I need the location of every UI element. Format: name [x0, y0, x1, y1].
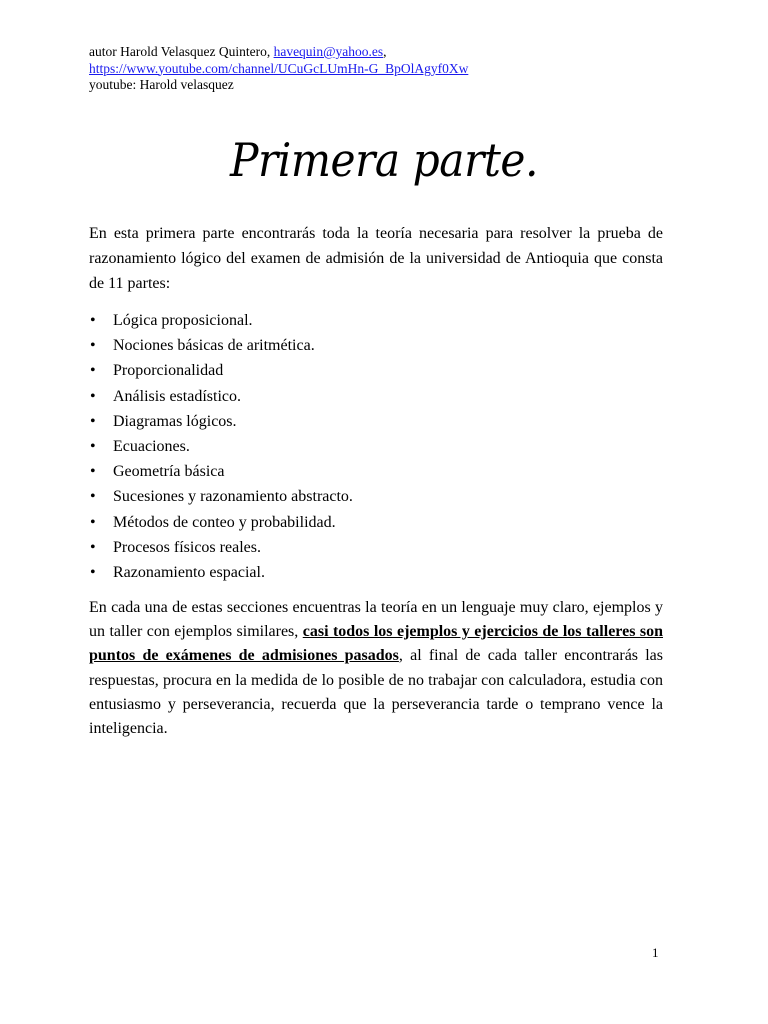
bullet-icon: •	[90, 513, 96, 531]
topic-list-item	[89, 434, 353, 459]
page-title: Primera parte.	[230, 133, 538, 187]
topic-label: Proporcionalidad	[113, 362, 224, 380]
topic-label: Lógica proposicional.	[113, 312, 253, 329]
topic-list-item	[89, 308, 353, 333]
bullet-icon: •	[90, 564, 96, 582]
topic-label: Diagramas lógicos.	[113, 412, 237, 430]
topic-label: Procesos físicos reales.	[113, 538, 261, 556]
body-paragraph	[89, 596, 663, 741]
topic-label: Geometría básica	[113, 463, 225, 481]
youtube-channel-link[interactable]: https://www.youtube.com/channel/UCuGcLUmHn-G_BpOlAgyf0Xw	[89, 60, 469, 76]
email-link[interactable]: havequin@yahoo.es	[273, 44, 384, 59]
topics-list	[89, 308, 353, 585]
topic-list-item	[89, 535, 353, 560]
bullet-icon: •	[90, 387, 96, 405]
author-line	[89, 44, 468, 61]
bullet-icon: •	[90, 463, 96, 481]
bullet-icon: •	[90, 538, 96, 556]
youtube-name-line: youtube: Harold velasquez	[89, 77, 234, 92]
topic-list-item	[89, 560, 353, 585]
topic-label: Nociones básicas de aritmética.	[113, 337, 315, 355]
intro-paragraph: En esta primera parte encontrarás toda la teoría necesaria para resolver la prueba de razonamiento lógico del examen de admisión de la universidad de Antioquia que consta de 11 partes:	[89, 225, 663, 292]
page-number: 1	[652, 945, 659, 960]
topic-list-item	[89, 409, 353, 434]
topic-label: Sucesiones y razonamiento abstracto.	[113, 488, 353, 506]
bullet-icon: •	[90, 412, 96, 430]
topic-list-item	[89, 510, 353, 535]
topic-label: Métodos de conteo y probabilidad.	[113, 513, 336, 531]
author-text: autor Harold Velasquez Quintero,	[89, 44, 274, 59]
author-header	[89, 44, 468, 94]
topic-list-item	[89, 484, 353, 509]
bullet-icon: •	[90, 362, 96, 380]
bullet-icon: •	[90, 488, 96, 506]
body-text-start: En cada una de estas secciones encuentras la teoría en un lenguaje muy claro, ejemplos y un taller con ejemplos similares,	[89, 599, 663, 641]
topic-label: Análisis estadístico.	[113, 387, 241, 405]
topic-list-item	[89, 333, 353, 358]
topic-label: Ecuaciones.	[113, 438, 190, 456]
bullet-icon: •	[90, 337, 96, 355]
topic-list-item	[89, 358, 353, 383]
topic-list-item	[89, 384, 353, 409]
bullet-icon: •	[90, 312, 96, 329]
emphasis-text: casi todos los ejemplos y ejercicios de los talleres son puntos de exámenes de admisiones pasados	[89, 623, 664, 665]
body-text-end: , al final de cada taller encontrarás las respuestas, procura en la medida de lo posible de no trabajar con calculadora, estudia con entusiasmo y perseverancia, recuerda que la perseverancia tarde o temprano vence la inteligencia.	[89, 647, 664, 738]
bullet-icon: •	[90, 438, 96, 456]
topic-list-item	[89, 459, 353, 484]
topic-label: Razonamiento espacial.	[113, 564, 265, 582]
author-line-comma: ,	[383, 44, 387, 59]
